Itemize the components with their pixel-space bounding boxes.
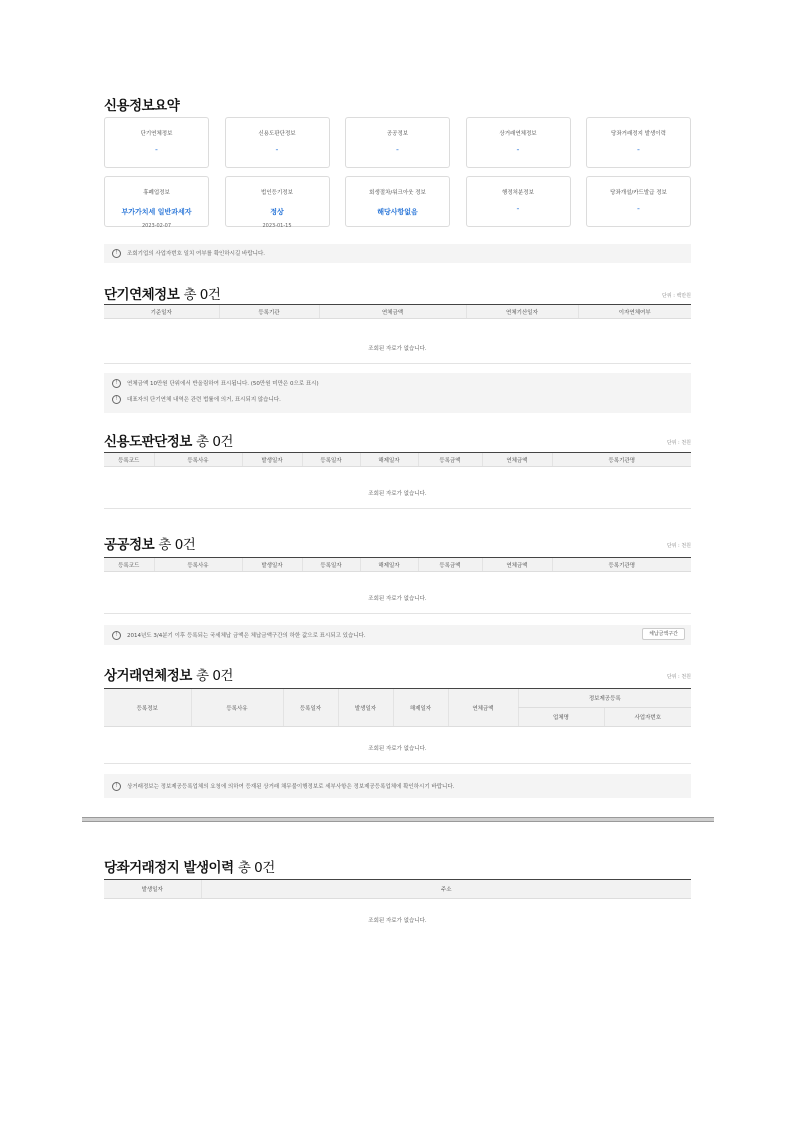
column-header[interactable]: 발생일자 <box>242 558 302 572</box>
column-header[interactable]: 등록사유 <box>191 689 283 727</box>
card-value: - <box>516 145 520 154</box>
column-header[interactable]: 발생일자 <box>104 880 201 899</box>
column-header[interactable]: 해제일자 <box>360 453 418 467</box>
credit-judgment-unit: 단위 : 천원 <box>666 440 691 446</box>
page-separator <box>82 817 714 822</box>
column-header[interactable]: 등록정보 <box>104 689 191 727</box>
card-label: 공공정보 <box>386 131 409 137</box>
card-date: 2023-01-15 <box>262 223 292 229</box>
column-header[interactable]: 이자연체여부 <box>578 305 691 319</box>
check-suspension-title: 당좌거래정지 발생이력 총 0건 <box>104 860 275 876</box>
summary-card-administrative[interactable] <box>466 176 571 227</box>
group-header: 정보제공등록 <box>518 689 691 708</box>
column-header[interactable]: 등록사유 <box>154 453 242 467</box>
public-info-note: ! 2014년도 3/4분기 이후 등록되는 국세체납 금액은 체납금액구간의 하한 값으로 표시되고 있습니다. 체납금액구간 <box>104 625 691 645</box>
column-header[interactable]: 기준일자 <box>104 305 219 319</box>
column-header[interactable]: 연체금액 <box>319 305 466 319</box>
card-label: 당좌거래정지 발생이력 <box>611 131 666 137</box>
summary-card-rehabilitation[interactable] <box>345 176 450 227</box>
info-icon: ! <box>112 379 121 388</box>
info-icon: ! <box>112 249 121 258</box>
card-label: 법인등기정보 <box>261 190 293 196</box>
card-label: 행정처분정보 <box>502 190 534 196</box>
commercial-unit: 단위 : 천원 <box>666 674 691 680</box>
empty-message: 조회된 자료가 없습니다. <box>104 335 691 364</box>
card-label: 당좌개설/카드발급 정보 <box>610 190 667 196</box>
card-value: - <box>396 145 399 154</box>
card-value: - <box>275 145 279 154</box>
summary-card-check-suspension[interactable] <box>586 117 691 168</box>
card-label: 회생절차/워크아웃 정보 <box>369 190 426 196</box>
public-info-table <box>104 557 691 572</box>
column-header[interactable]: 등록코드 <box>104 453 154 467</box>
card-value: - <box>155 145 158 154</box>
summary-title: 신용정보요약 <box>104 98 180 114</box>
summary-cards-row-1 <box>104 117 691 168</box>
column-header[interactable]: 등록일자 <box>302 558 360 572</box>
empty-message: 조회된 자료가 없습니다. <box>104 585 691 614</box>
summary-card-closure[interactable] <box>104 176 209 227</box>
empty-message: 조회된 자료가 없습니다. <box>104 480 691 509</box>
column-header[interactable]: 등록기관명 <box>552 558 691 572</box>
summary-card-account-card[interactable] <box>586 176 691 227</box>
empty-message: 조회된 자료가 없습니다. <box>104 735 691 764</box>
summary-cards-row-2 <box>104 176 691 227</box>
credit-judgment-table <box>104 452 691 467</box>
public-info-title: 공공정보 총 0건 <box>104 537 196 553</box>
card-value: 해당사항없음 <box>377 208 418 216</box>
column-header[interactable]: 등록금액 <box>418 558 482 572</box>
card-label: 휴폐업정보 <box>143 190 170 196</box>
credit-judgment-title: 신용도판단정보 총 0건 <box>104 434 233 450</box>
card-label: 신용도판단정보 <box>258 131 296 137</box>
column-header[interactable]: 사업자번호 <box>604 708 691 727</box>
column-header[interactable]: 등록기관 <box>219 305 319 319</box>
column-header[interactable]: 연체금액 <box>482 453 552 467</box>
commercial-title: 상거래연체정보 총 0건 <box>104 668 233 684</box>
card-value: - <box>516 204 520 213</box>
column-header[interactable]: 등록일자 <box>283 689 338 727</box>
summary-note: ! 조회기업의 사업자번호 일치 여부를 확인하시길 바랍니다. <box>104 244 691 263</box>
column-header[interactable]: 등록기관명 <box>552 453 691 467</box>
column-header[interactable]: 등록일자 <box>302 453 360 467</box>
commercial-note: ! 상거래정보는 정보제공등록업체의 요청에 의하여 등재된 상거래 채무불이행정보로 세부사항은 정보제공등록업체에 확인하시기 바랍니다. <box>104 774 691 798</box>
summary-card-corporate-registry[interactable] <box>225 176 330 227</box>
column-header[interactable]: 발생일자 <box>242 453 302 467</box>
info-icon: ! <box>112 395 121 404</box>
card-label: 단기연체정보 <box>140 131 173 137</box>
card-date: 2023-02-07 <box>141 223 172 229</box>
card-label: 상거래연체정보 <box>499 131 537 137</box>
check-suspension-table <box>104 879 691 899</box>
summary-card-credit-judgment[interactable] <box>225 117 330 168</box>
column-header[interactable]: 등록코드 <box>104 558 154 572</box>
card-value: - <box>637 145 640 154</box>
summary-card-commercial[interactable] <box>466 117 571 168</box>
info-icon: ! <box>112 631 121 640</box>
column-header[interactable]: 해제일자 <box>360 558 418 572</box>
column-header[interactable]: 등록사유 <box>154 558 242 572</box>
arrears-range-button[interactable]: 체납금액구간 <box>642 628 685 640</box>
commercial-table <box>104 688 691 727</box>
column-header[interactable]: 연체금액 <box>448 689 518 727</box>
card-value: - <box>637 204 640 213</box>
column-header[interactable]: 연체금액 <box>482 558 552 572</box>
column-header[interactable]: 업체명 <box>518 708 604 727</box>
column-header[interactable]: 발생일자 <box>338 689 393 727</box>
column-header[interactable]: 연체기산일자 <box>466 305 578 319</box>
short-term-notes: ! 연체금액 10만원 단위에서 반올림하여 표시됩니다. (50만원 미만은 0으로 표시) ! 대표자의 단기연체 내역은 관련 법률에 의거, 표시되지 않습니다. <box>104 373 691 413</box>
info-icon: ! <box>112 782 121 791</box>
card-value: 정상 <box>270 208 284 216</box>
summary-card-public-info[interactable] <box>345 117 450 168</box>
column-header[interactable]: 등록금액 <box>418 453 482 467</box>
short-term-table <box>104 304 691 319</box>
column-header[interactable]: 해제일자 <box>393 689 448 727</box>
card-value: 부가가치세 일반과세자 <box>121 208 192 216</box>
short-term-unit: 단위 : 백만원 <box>661 293 691 299</box>
summary-card-short-term[interactable] <box>104 117 209 168</box>
public-info-unit: 단위 : 천원 <box>666 543 691 549</box>
empty-message: 조회된 자료가 없습니다. <box>368 918 427 924</box>
short-term-title: 단기연체정보 총 0건 <box>104 287 221 303</box>
column-header[interactable]: 주소 <box>201 880 691 899</box>
